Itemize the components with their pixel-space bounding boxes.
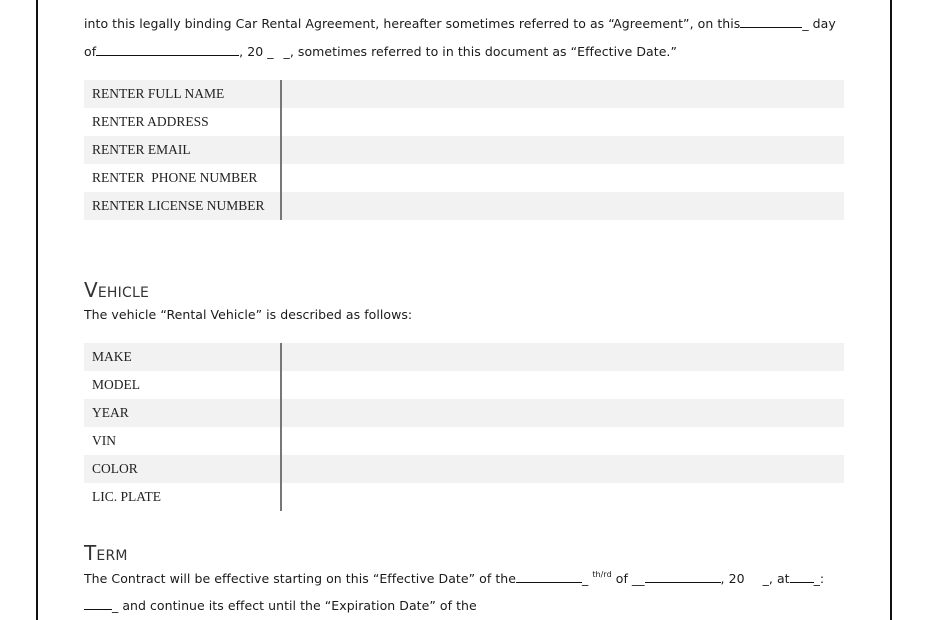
day-blank[interactable] — [740, 16, 802, 28]
vehicle-color-field[interactable] — [281, 455, 844, 483]
start-time-blank[interactable] — [790, 571, 814, 583]
renter-email-field[interactable] — [281, 136, 844, 164]
table-row — [84, 136, 844, 164]
table-row — [84, 164, 844, 192]
intro-line-1 — [84, 16, 836, 31]
row-label: MODEL — [84, 371, 281, 399]
term-line-1: The Contract will be effective starting on this “Effective Date” of the _ $^{th/rd}$ of __ , 20 _, at _: — [84, 570, 825, 586]
intro-line-1-text: into this legally binding Car Rental Agreement, hereafter sometimes referred to as “Agreement”, on this — [84, 16, 741, 31]
table-row — [84, 483, 844, 511]
page-border-left — [36, 0, 38, 620]
term-heading: Term — [84, 541, 128, 565]
term-line-1-text: The Contract will be effective starting on this “Effective Date” of the — [84, 571, 516, 586]
row-label: RENTER LICENSE NUMBER — [84, 192, 281, 220]
table-row — [84, 427, 844, 455]
renter-license-field[interactable] — [281, 192, 844, 220]
start-month-blank[interactable] — [645, 571, 721, 583]
start-minute-blank[interactable] — [84, 598, 112, 610]
row-label: RENTER PHONE NUMBER — [84, 164, 281, 192]
row-label: RENTER EMAIL — [84, 136, 281, 164]
row-label: RENTER FULL NAME — [84, 80, 281, 108]
vehicle-plate-field[interactable] — [281, 483, 844, 511]
renter-phone-field[interactable] — [281, 164, 844, 192]
term-line-2-text: _ and continue its effect until the “Expiration Date” of the — [112, 598, 477, 613]
renter-full-name-field[interactable] — [281, 80, 844, 108]
row-label: COLOR — [84, 455, 281, 483]
renter-address-field[interactable] — [281, 108, 844, 136]
ordinal-suffix: th/rd — [592, 570, 612, 579]
intro-line-2 — [84, 44, 677, 59]
table-row — [84, 108, 844, 136]
table-row — [84, 399, 844, 427]
vehicle-description: The vehicle “Rental Vehicle” is described as follows: — [84, 307, 413, 322]
row-label: YEAR — [84, 399, 281, 427]
table-row — [84, 371, 844, 399]
vehicle-model-field[interactable] — [281, 371, 844, 399]
vehicle-heading: Vehicle — [84, 278, 150, 302]
row-label: LIC. PLATE — [84, 483, 281, 511]
vehicle-make-field[interactable] — [281, 343, 844, 371]
row-label: MAKE — [84, 343, 281, 371]
start-day-blank[interactable] — [516, 571, 582, 583]
vehicle-year-field[interactable] — [281, 399, 844, 427]
vehicle-info-table — [84, 343, 844, 511]
month-blank[interactable] — [96, 44, 239, 56]
table-row — [84, 80, 844, 108]
vehicle-vin-field[interactable] — [281, 427, 844, 455]
table-row — [84, 455, 844, 483]
intro-of-text: of — [84, 44, 97, 59]
table-row — [84, 343, 844, 371]
intro-line-2-suffix: _, sometimes referred to in this document as “Effective Date.” — [283, 44, 677, 59]
intro-year-text: , 20 _ — [239, 44, 274, 59]
row-label: VIN — [84, 427, 281, 455]
intro-line-1-suffix: _ day — [802, 16, 836, 31]
page-border-right — [890, 0, 892, 620]
row-label: RENTER ADDRESS — [84, 108, 281, 136]
renter-info-table — [84, 80, 844, 220]
table-row — [84, 192, 844, 220]
term-line-2 — [84, 598, 477, 613]
